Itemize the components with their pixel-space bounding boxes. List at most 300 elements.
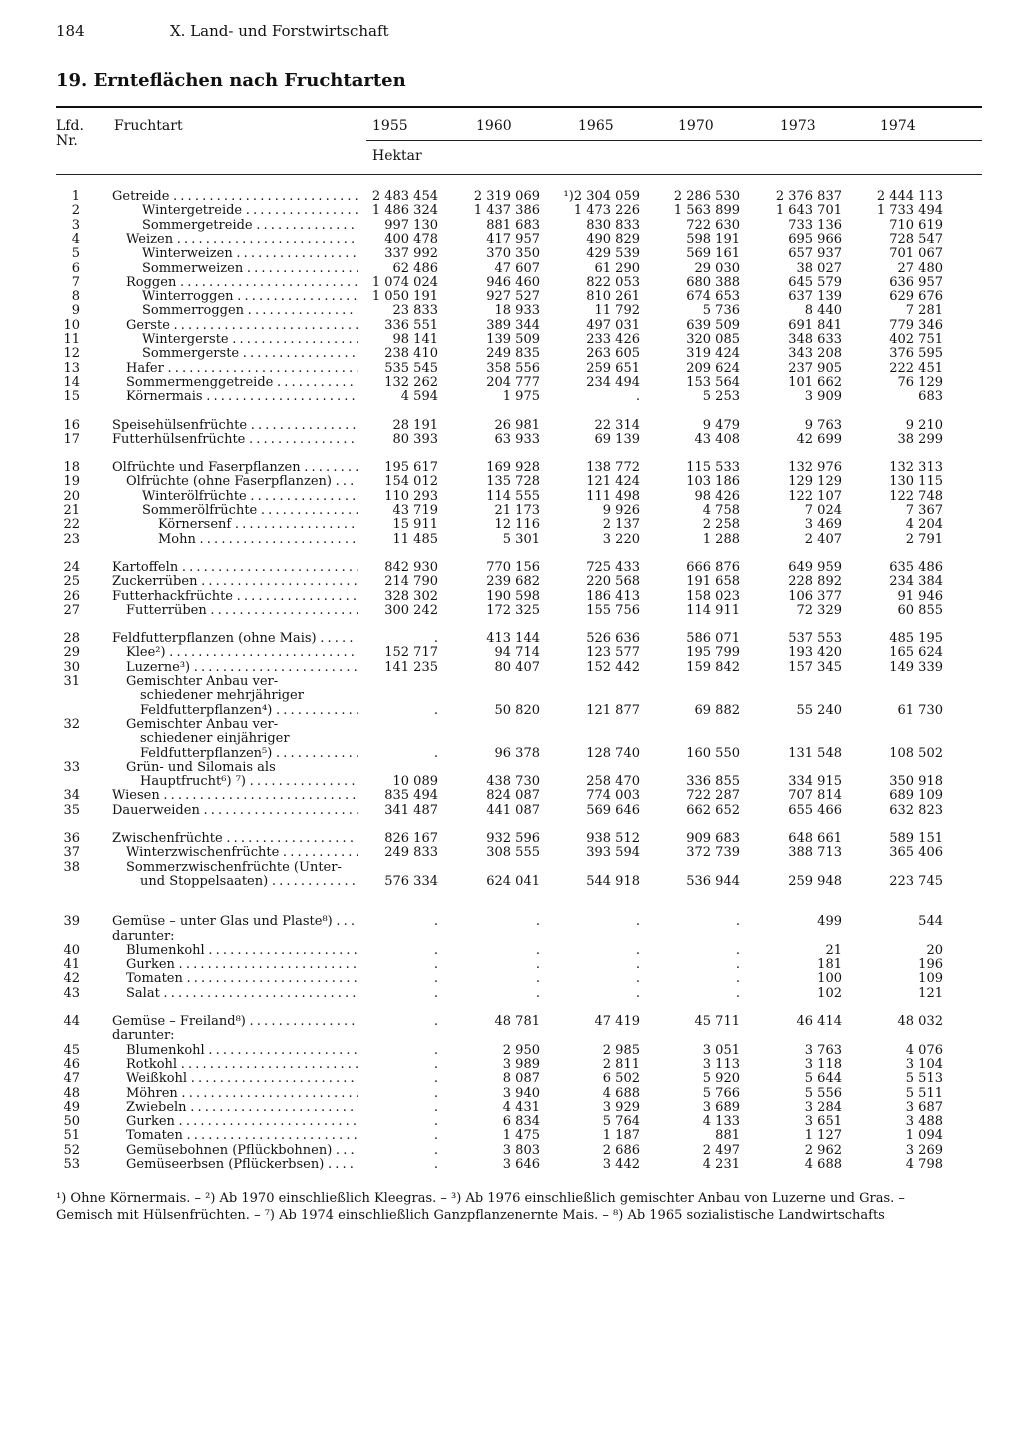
fruchtart-label: Winterroggen . . . — [142, 290, 358, 304]
cell-value-1974: 121 — [918, 985, 943, 1001]
fruchtart-label: Gemüsebohnen (Pflückbohnen) . . . — [126, 1144, 358, 1158]
cell-value-1974: 27 480 — [897, 260, 943, 276]
column-header-year-1974: 1974 — [880, 118, 916, 134]
fruchtart-label: Gemüseerbsen (Pflückerbsen) . . . — [126, 1158, 358, 1172]
cell-value-1965: 3 929 — [602, 1099, 640, 1115]
cell-value-1973: 8 440 — [804, 303, 842, 319]
cell-value-1965: 3 442 — [602, 1157, 640, 1172]
cell-value-1974: 485 195 — [889, 631, 943, 647]
cell-value-1955: 1 050 191 — [371, 289, 438, 305]
cell-value-1973: 55 240 — [796, 702, 842, 718]
row-values — [0, 958, 1024, 972]
column-header-year-1955: 1955 — [372, 118, 408, 134]
fruchtart-label: Hauptfrucht⁶) ⁷) . . . — [140, 775, 358, 789]
row-label-line — [0, 861, 1024, 875]
cell-value-1973: 3 909 — [804, 389, 842, 405]
cell-value-1970: 1 288 — [702, 531, 740, 547]
cell-value-1965: 9 926 — [602, 503, 640, 518]
cell-value-1955: . — [433, 1114, 438, 1130]
cell-value-1973: 2 376 837 — [775, 189, 842, 204]
cell-value-1960: 204 777 — [486, 374, 540, 390]
cell-value-1974: 589 151 — [889, 831, 943, 846]
cell-value-1970: 881 — [715, 1128, 740, 1144]
row-number: 52 — [63, 1142, 80, 1158]
fruchtart-label: Gemüse – unter Glas und Plaste⁸) . . . — [112, 915, 358, 929]
row-values — [0, 1044, 1024, 1058]
cell-value-1965: 61 290 — [594, 260, 640, 276]
cell-value-1960: 881 683 — [486, 217, 540, 233]
cell-value-1970: 598 191 — [686, 231, 740, 247]
cell-value-1960: 389 344 — [486, 317, 540, 333]
cell-value-1973: 657 937 — [788, 246, 842, 262]
row-values — [0, 789, 1024, 803]
cell-value-1960: 139 509 — [486, 332, 540, 347]
fruchtart-label: Körnermais . . . — [126, 390, 358, 404]
row-number: 29 — [63, 645, 80, 661]
row-number: 35 — [63, 802, 80, 818]
cell-value-1974: 130 115 — [889, 474, 943, 490]
cell-value-1965: 69 139 — [594, 431, 640, 447]
fruchtart-label: Gemischter Anbau ver- — [126, 717, 279, 732]
cell-value-1970: 320 085 — [686, 332, 740, 347]
cell-value-1955: . — [433, 702, 438, 718]
fruchtart-label: Grün- und Silomais als — [126, 760, 276, 775]
cell-value-1973: 537 553 — [788, 631, 842, 647]
cell-value-1973: 637 139 — [788, 289, 842, 305]
cell-value-1960: 5 301 — [502, 531, 540, 547]
cell-value-1955: 28 191 — [392, 417, 438, 433]
column-header-year-1970: 1970 — [678, 118, 714, 134]
cell-value-1970: 191 658 — [686, 574, 740, 590]
fruchtart-label: Wintergerste . . . — [142, 333, 358, 347]
column-header-nr-line1: Lfd. — [56, 118, 84, 134]
cell-value-1973: 42 699 — [796, 431, 842, 447]
row-number: 4 — [71, 231, 80, 247]
cell-value-1970: 114 911 — [686, 602, 740, 618]
cell-value-1960: 770 156 — [486, 559, 540, 575]
fruchtart-label: Blumenkohl . . . — [126, 944, 358, 958]
fruchtart-label: Klee²) . . . — [126, 646, 358, 660]
cell-value-1973: 649 959 — [788, 559, 842, 575]
cell-value-1970: 569 161 — [686, 246, 740, 262]
cell-value-1965: 128 740 — [586, 745, 640, 761]
cell-value-1965: 490 829 — [586, 231, 640, 247]
row-values — [0, 575, 1024, 589]
row-values — [0, 376, 1024, 390]
row-number: 26 — [63, 588, 80, 604]
fruchtart-label: Sommerzwischenfrüchte (Unter- — [126, 860, 342, 875]
row-number: 50 — [63, 1114, 80, 1130]
fruchtart-label: Roggen . . . — [126, 276, 358, 290]
row-number: 36 — [63, 831, 80, 846]
cell-value-1965: 220 568 — [586, 574, 640, 590]
cell-value-1955: . — [433, 985, 438, 1001]
cell-value-1970: 69 882 — [694, 702, 740, 718]
table-title: 19. Ernteflächen nach Fruchtarten — [56, 70, 406, 91]
cell-value-1965: . — [635, 957, 640, 973]
row-number: 13 — [63, 360, 80, 376]
cell-value-1970: . — [735, 985, 740, 1001]
cell-value-1960: 190 598 — [486, 588, 540, 604]
cell-value-1960: 927 527 — [486, 289, 540, 305]
cell-value-1965: 6 502 — [602, 1071, 640, 1087]
cell-value-1974: 3 269 — [905, 1142, 943, 1158]
fruchtart-label: Rotkohl . . . — [126, 1058, 358, 1072]
cell-value-1960: 3 940 — [502, 1085, 540, 1101]
cell-value-1960: 417 957 — [486, 231, 540, 247]
cell-value-1970: 372 739 — [686, 845, 740, 861]
cell-value-1970: . — [735, 914, 740, 930]
cell-value-1955: 132 262 — [384, 374, 438, 390]
fruchtart-label: Tomaten . . . — [126, 1129, 358, 1143]
row-values — [0, 362, 1024, 376]
cell-value-1965: 121 877 — [586, 702, 640, 718]
cell-value-1974: 2 791 — [905, 531, 943, 547]
cell-value-1960: 239 682 — [486, 574, 540, 590]
cell-value-1973: 102 — [817, 985, 842, 1001]
cell-value-1973: 259 948 — [788, 873, 842, 889]
cell-value-1970: 319 424 — [686, 346, 740, 362]
cell-value-1955: 328 302 — [384, 588, 438, 604]
fruchtart-label: schiedener mehrjähriger — [140, 689, 304, 704]
cell-value-1955: 300 242 — [384, 602, 438, 618]
cell-value-1960: 3 803 — [502, 1142, 540, 1158]
cell-value-1955: 11 485 — [392, 531, 438, 547]
fruchtart-label: Zwischenfrüchte . . . — [112, 832, 358, 846]
row-values — [0, 1087, 1024, 1101]
cell-value-1965: 569 646 — [586, 802, 640, 818]
row-number: 30 — [63, 659, 80, 675]
cell-value-1970: . — [735, 971, 740, 987]
cell-value-1955: . — [433, 1056, 438, 1072]
cell-value-1970: . — [735, 942, 740, 958]
cell-value-1960: . — [535, 914, 540, 930]
cell-value-1965: 544 918 — [586, 873, 640, 889]
row-label-line — [0, 718, 1024, 732]
cell-value-1973: 334 915 — [788, 774, 842, 790]
cell-value-1960: 6 834 — [502, 1114, 540, 1130]
cell-value-1973: 388 713 — [788, 845, 842, 861]
cell-value-1974: 3 104 — [905, 1056, 943, 1072]
row-label-line — [0, 761, 1024, 775]
row-values — [0, 704, 1024, 718]
cell-value-1973: 157 345 — [788, 659, 842, 675]
row-number: 21 — [63, 503, 80, 518]
cell-value-1973: 343 208 — [788, 346, 842, 362]
cell-value-1974: 629 676 — [889, 289, 943, 305]
cell-value-1960: 94 714 — [494, 645, 540, 661]
fruchtart-label: Ölfrüchte (ohne Faserpflanzen) . . . — [126, 475, 358, 489]
cell-value-1965: 497 031 — [586, 317, 640, 333]
cell-value-1960: 80 407 — [494, 659, 540, 675]
row-number: 37 — [63, 845, 80, 861]
cell-value-1955: . — [433, 914, 438, 930]
cell-value-1973: 131 548 — [788, 745, 842, 761]
cell-value-1955: 141 235 — [384, 659, 438, 675]
cell-value-1955: 576 334 — [384, 873, 438, 889]
fruchtart-label: Sommerweizen . . . — [142, 262, 358, 276]
row-values — [0, 561, 1024, 575]
cell-value-1974: 365 406 — [889, 845, 943, 861]
cell-value-1965: 259 651 — [586, 360, 640, 376]
cell-value-1974: 234 384 — [889, 574, 943, 590]
cell-value-1960: 3 989 — [502, 1056, 540, 1072]
cell-value-1973: 4 688 — [804, 1157, 842, 1172]
cell-value-1973: 733 136 — [788, 217, 842, 233]
row-values — [0, 775, 1024, 789]
row-number: 8 — [71, 289, 80, 305]
cell-value-1973: 21 — [825, 942, 842, 958]
row-number: 16 — [63, 417, 80, 433]
cell-value-1973: 228 892 — [788, 574, 842, 590]
fruchtart-label: Körnersenf . . . — [158, 518, 358, 532]
row-number: 53 — [63, 1157, 80, 1172]
row-number: 42 — [63, 971, 80, 987]
row-values — [0, 1158, 1024, 1172]
cell-value-1965: 258 470 — [586, 774, 640, 790]
fruchtart-label: Futterhülsenfrüchte . . . — [112, 433, 358, 447]
row-number: 19 — [63, 474, 80, 490]
row-values — [0, 944, 1024, 958]
row-number: 34 — [63, 788, 80, 804]
cell-value-1960: 96 378 — [494, 745, 540, 761]
cell-value-1974: 108 502 — [889, 745, 943, 761]
row-number: 40 — [63, 942, 80, 958]
fruchtart-label: Sommerroggen . . . — [142, 304, 358, 318]
row-number: 9 — [71, 303, 80, 319]
cell-value-1973: 122 107 — [788, 488, 842, 504]
cell-value-1974: 48 032 — [897, 1014, 943, 1029]
cell-value-1970: 5 920 — [702, 1071, 740, 1087]
cell-value-1973: 2 962 — [804, 1142, 842, 1158]
cell-value-1973: 100 — [817, 971, 842, 987]
row-values — [0, 590, 1024, 604]
cell-value-1973: 499 — [817, 914, 842, 930]
cell-value-1965: . — [635, 971, 640, 987]
cell-value-1973: 1 643 701 — [775, 203, 842, 219]
cell-value-1973: 237 905 — [788, 360, 842, 376]
row-values — [0, 304, 1024, 318]
cell-value-1970: 3 051 — [702, 1042, 740, 1058]
cell-value-1973: 348 633 — [788, 332, 842, 347]
row-number: 25 — [63, 574, 80, 590]
cell-value-1965: 822 053 — [586, 274, 640, 290]
fruchtart-label: Gurken . . . — [126, 1115, 358, 1129]
cell-value-1974: 5 513 — [905, 1071, 943, 1087]
cell-value-1965: 526 636 — [586, 631, 640, 647]
cell-value-1970: 2 258 — [702, 517, 740, 533]
cell-value-1955: . — [433, 1099, 438, 1115]
cell-value-1973: 46 414 — [796, 1014, 842, 1029]
fruchtart-label: Sommermenggetreide . . . — [126, 376, 358, 390]
cell-value-1973: 2 407 — [804, 531, 842, 547]
cell-value-1960: 3 646 — [502, 1157, 540, 1172]
cell-value-1965: 111 498 — [586, 488, 640, 504]
cell-value-1974: 350 918 — [889, 774, 943, 790]
fruchtart-label: Zuckerrüben . . . — [112, 575, 358, 589]
cell-value-1973: 5 556 — [804, 1085, 842, 1101]
cell-value-1970: 29 030 — [694, 260, 740, 276]
row-values — [0, 190, 1024, 204]
footnotes — [56, 1190, 980, 1224]
row-values — [0, 276, 1024, 290]
cell-value-1974: 7 281 — [905, 303, 943, 319]
cell-value-1970: 5 736 — [702, 303, 740, 319]
cell-value-1974: 701 067 — [889, 246, 943, 262]
cell-value-1974: 402 751 — [889, 332, 943, 347]
fruchtart-label: Gemischter Anbau ver- — [126, 675, 279, 689]
cell-value-1970: 103 186 — [686, 474, 740, 490]
cell-value-1960: 2 950 — [502, 1042, 540, 1058]
row-number: 11 — [63, 332, 80, 347]
cell-value-1973: 129 129 — [788, 474, 842, 490]
row-values — [0, 419, 1024, 433]
cell-value-1973: 72 329 — [796, 602, 842, 618]
cell-value-1970: 195 799 — [686, 645, 740, 661]
cell-value-1973: 655 466 — [788, 802, 842, 818]
row-values — [0, 219, 1024, 233]
row-values — [0, 290, 1024, 304]
cell-value-1965: 11 792 — [594, 303, 640, 319]
row-number: 44 — [63, 1014, 80, 1029]
cell-value-1970: 639 509 — [686, 317, 740, 333]
cell-value-1973: 181 — [817, 957, 842, 973]
cell-value-1974: 4 798 — [905, 1157, 943, 1172]
cell-value-1965: 5 764 — [602, 1114, 640, 1130]
fruchtart-label: Gerste . . . — [126, 319, 358, 333]
cell-value-1973: 3 118 — [804, 1056, 842, 1072]
cell-value-1974: 132 313 — [889, 460, 943, 476]
cell-value-1955: 341 487 — [384, 802, 438, 818]
cell-value-1965: 830 833 — [586, 217, 640, 233]
cell-value-1974: 4 076 — [905, 1042, 943, 1058]
row-values — [0, 233, 1024, 247]
cell-value-1960: . — [535, 942, 540, 958]
cell-value-1965: 938 512 — [586, 831, 640, 846]
cell-value-1965: 725 433 — [586, 559, 640, 575]
cell-value-1955: 43 719 — [392, 503, 438, 518]
cell-value-1955: 535 545 — [384, 360, 438, 376]
cell-value-1974: 689 109 — [889, 788, 943, 804]
cell-value-1973: 1 127 — [804, 1128, 842, 1144]
cell-value-1970: 159 842 — [686, 659, 740, 675]
cell-value-1965: . — [635, 389, 640, 405]
cell-value-1955: 337 992 — [384, 246, 438, 262]
row-values — [0, 875, 1024, 889]
row-values — [0, 461, 1024, 475]
cell-value-1965: 2 985 — [602, 1042, 640, 1058]
fruchtart-label: Hafer . . . — [126, 362, 358, 376]
cell-value-1970: 2 497 — [702, 1142, 740, 1158]
row-number: 39 — [63, 914, 80, 930]
row-values — [0, 1101, 1024, 1115]
cell-value-1974: 122 748 — [889, 488, 943, 504]
cell-value-1974: 3 488 — [905, 1114, 943, 1130]
cell-value-1970: . — [735, 957, 740, 973]
fruchtart-label: Wiesen . . . — [112, 789, 358, 803]
cell-value-1974: 9 210 — [905, 417, 943, 433]
cell-value-1955: . — [433, 971, 438, 987]
fruchtart-label: Möhren . . . — [126, 1087, 358, 1101]
cell-value-1960: . — [535, 971, 540, 987]
cell-value-1965: 1 187 — [602, 1128, 640, 1144]
cell-value-1970: 5 766 — [702, 1085, 740, 1101]
cell-value-1974: 196 — [918, 957, 943, 973]
cell-value-1960: 18 933 — [494, 303, 540, 319]
fruchtart-label: darunter: — [112, 1029, 175, 1044]
cell-value-1974: 683 — [918, 389, 943, 405]
cell-value-1970: 43 408 — [694, 431, 740, 447]
cell-value-1960: 308 555 — [486, 845, 540, 861]
cell-value-1965: 2 811 — [602, 1056, 640, 1072]
cell-value-1965: . — [635, 914, 640, 930]
cell-value-1970: 1 563 899 — [673, 203, 740, 219]
row-values — [0, 533, 1024, 547]
cell-value-1970: 3 113 — [702, 1056, 740, 1072]
cell-value-1965: 155 756 — [586, 602, 640, 618]
fruchtart-label: Sommergerste . . . — [142, 347, 358, 361]
cell-value-1974: 636 957 — [889, 274, 943, 290]
row-number: 27 — [63, 602, 80, 618]
row-values — [0, 333, 1024, 347]
cell-value-1965: 152 442 — [586, 659, 640, 675]
row-values — [0, 646, 1024, 660]
row-values — [0, 1129, 1024, 1143]
cell-value-1960: 824 087 — [486, 788, 540, 804]
cell-value-1960: 1 437 386 — [473, 203, 540, 219]
cell-value-1960: 441 087 — [486, 802, 540, 818]
cell-value-1965: 263 605 — [586, 346, 640, 362]
fruchtart-label: Weißkohl . . . — [126, 1072, 358, 1086]
cell-value-1973: 695 966 — [788, 231, 842, 247]
cell-value-1955: . — [433, 1042, 438, 1058]
row-values — [0, 832, 1024, 846]
cell-value-1974: 5 511 — [905, 1085, 943, 1101]
cell-value-1955: . — [433, 942, 438, 958]
cell-value-1970: 722 630 — [686, 217, 740, 233]
cell-value-1973: 3 763 — [804, 1042, 842, 1058]
fruchtart-label: Feldfutterpflanzen⁴) . . . — [140, 704, 358, 718]
cell-value-1955: 195 617 — [384, 460, 438, 476]
cell-value-1955: . — [433, 631, 438, 647]
cell-value-1960: 63 933 — [494, 431, 540, 447]
row-values — [0, 915, 1024, 929]
row-number: 18 — [63, 460, 80, 476]
cell-value-1970: 3 689 — [702, 1099, 740, 1115]
cell-value-1955: 249 833 — [384, 845, 438, 861]
column-header-fruchtart: Fruchtart — [114, 118, 183, 134]
cell-value-1965: 429 539 — [586, 246, 640, 262]
row-values — [0, 433, 1024, 447]
cell-value-1970: 115 533 — [686, 460, 740, 476]
row-number: 28 — [63, 631, 80, 647]
cell-value-1970: 4 231 — [702, 1157, 740, 1172]
cell-value-1955: 1 486 324 — [371, 203, 438, 219]
fruchtart-label: Sommergetreide . . . — [142, 219, 358, 233]
cell-value-1974: 1 094 — [905, 1128, 943, 1144]
cell-value-1960: 2 319 069 — [473, 189, 540, 204]
cell-value-1973: 5 644 — [804, 1071, 842, 1087]
cell-value-1970: 160 550 — [686, 745, 740, 761]
row-values — [0, 972, 1024, 986]
cell-value-1960: 4 431 — [502, 1099, 540, 1115]
cell-value-1960: 1 475 — [502, 1128, 540, 1144]
cell-value-1955: 4 594 — [400, 389, 438, 405]
row-label-line — [0, 675, 1024, 689]
cell-value-1973: 3 284 — [804, 1099, 842, 1115]
cell-value-1974: 632 823 — [889, 802, 943, 818]
row-number: 51 — [63, 1128, 80, 1144]
